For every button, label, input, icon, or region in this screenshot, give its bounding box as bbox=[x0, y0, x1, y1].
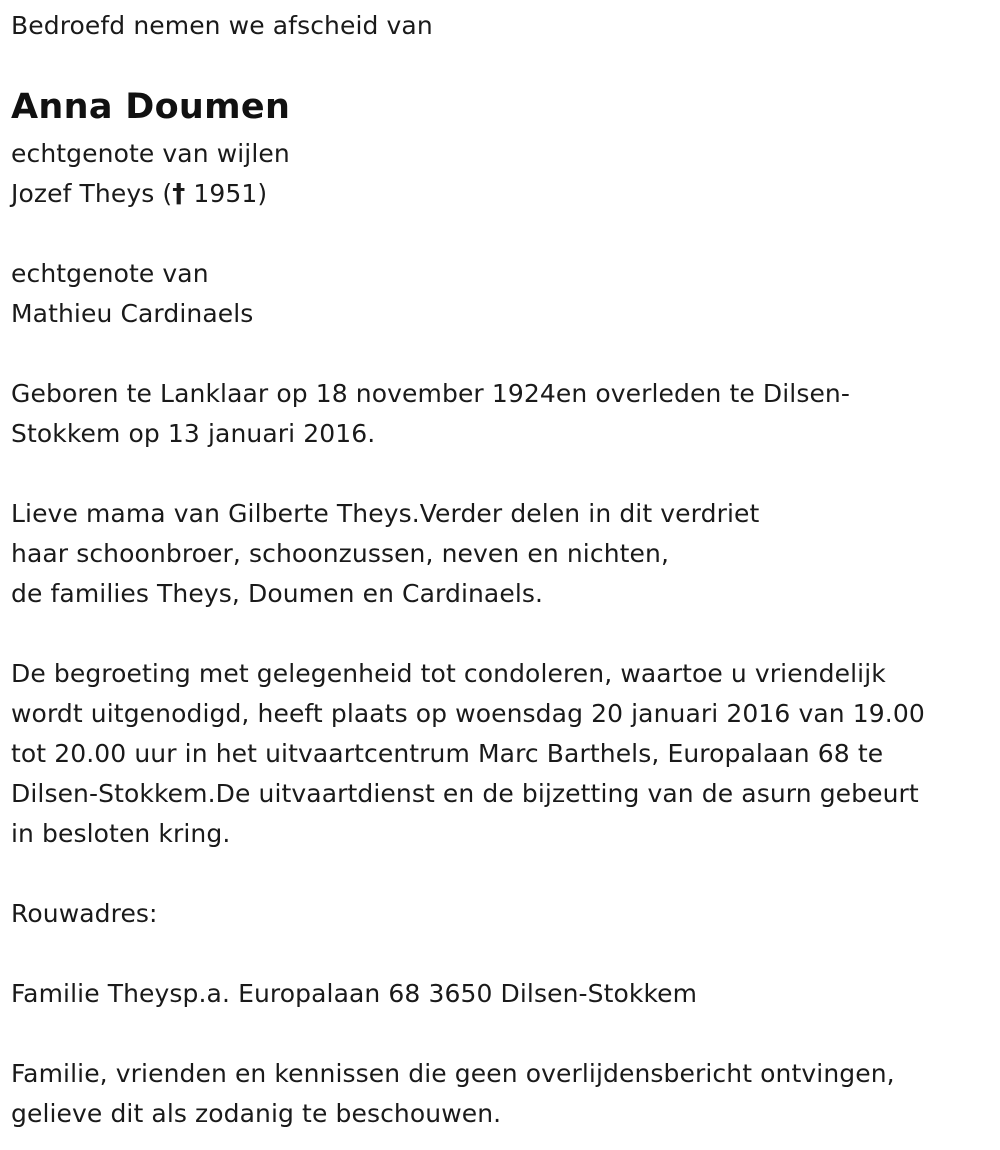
ceremony-paragraph bbox=[11, 654, 986, 854]
closing-line: Familie, vrienden en kennissen die geen overlijdensbericht ontvingen, bbox=[11, 1059, 895, 1088]
ceremony-line: tot 20.00 uur in het uitvaartcentrum Marc Barthels, Europalaan 68 te bbox=[11, 739, 884, 768]
spouse-late-block bbox=[11, 134, 986, 214]
cross-icon: † bbox=[172, 179, 186, 209]
ceremony-line: in besloten kring. bbox=[11, 819, 231, 848]
mourning-address: Familie Theysp.a. Europalaan 68 3650 Dilsen-Stokkem bbox=[11, 979, 698, 1008]
spouse-late-name-suffix: 1951) bbox=[185, 179, 268, 208]
mourning-address-label: Rouwadres: bbox=[11, 899, 158, 928]
closing-line: gelieve dit als zodanig te beschouwen. bbox=[11, 1099, 502, 1128]
birth-death-line: Stokkem op 13 januari 2016. bbox=[11, 419, 376, 448]
closing-paragraph bbox=[11, 1054, 986, 1134]
spouse-current-relation: echtgenote van bbox=[11, 259, 209, 288]
ceremony-line: De begroeting met gelegenheid tot condoleren, waartoe u vriendelijk bbox=[11, 659, 886, 688]
family-line: Lieve mama van Gilberte Theys.Verder delen in dit verdriet bbox=[11, 499, 760, 528]
intro-text: Bedroefd nemen we afscheid van bbox=[11, 11, 433, 40]
spouse-current-name: Mathieu Cardinaels bbox=[11, 299, 254, 328]
mourning-address-label-block bbox=[11, 894, 986, 934]
spouse-late-name bbox=[11, 174, 986, 214]
family-paragraph bbox=[11, 494, 986, 614]
birth-death-paragraph bbox=[11, 374, 986, 454]
spouse-current-block bbox=[11, 254, 986, 334]
ceremony-line: wordt uitgenodigd, heeft plaats op woensdag 20 januari 2016 van 19.00 bbox=[11, 699, 925, 728]
spouse-late-name-prefix: Jozef Theys ( bbox=[11, 179, 173, 208]
mourning-address-block bbox=[11, 974, 986, 1014]
deceased-name: Anna Doumen bbox=[11, 87, 291, 127]
family-line: haar schoonbroer, schoonzussen, neven en nichten, bbox=[11, 539, 670, 568]
ceremony-line: Dilsen-Stokkem.De uitvaartdienst en de bijzetting van de asurn gebeurt bbox=[11, 779, 919, 808]
birth-death-line: Geboren te Lanklaar op 18 november 1924en overleden te Dilsen- bbox=[11, 379, 850, 408]
spouse-late-relation: echtgenote van wijlen bbox=[11, 139, 290, 168]
family-line: de families Theys, Doumen en Cardinaels. bbox=[11, 579, 544, 608]
